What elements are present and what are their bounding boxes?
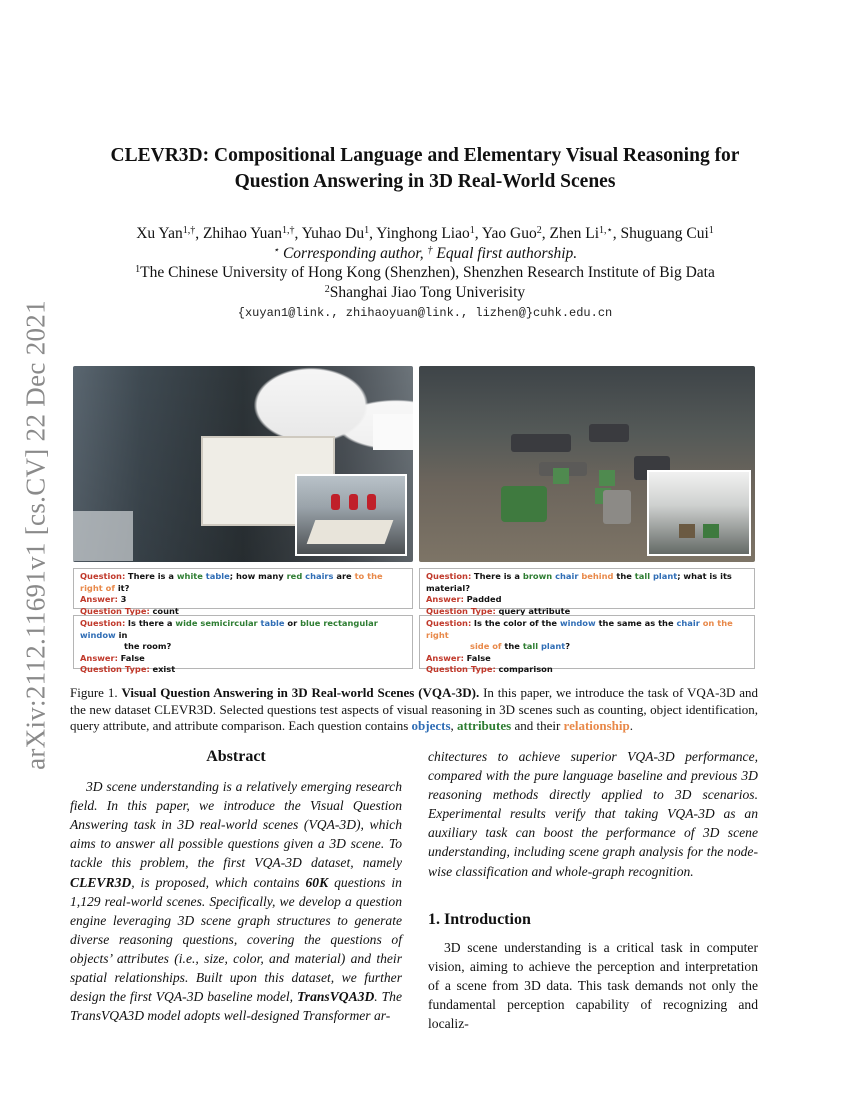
author-affiliation-mark: 1 (708, 225, 714, 236)
window-region (373, 414, 413, 450)
caption-separator: , (450, 718, 458, 733)
author-affiliation-mark: 1,† (282, 225, 295, 236)
question-line (426, 618, 748, 641)
scene-image-top-down (73, 366, 413, 562)
question-label: Question: (426, 618, 472, 628)
scene-inset-photo (295, 474, 407, 556)
caption-attributes: attributes (457, 718, 512, 733)
author-emails: {xuyan1@link., zhihaoyuan@link., lizhen@}cuhk.edu.cn (237, 306, 613, 320)
question-line (80, 618, 406, 641)
author-name: , Yinghong Liao (369, 225, 470, 242)
caption-text: In this paper, we introduce the task of VQA-3D and the new dataset CLEVR3D. Selected questions test aspects of visual reasoning in 3D scenes such as counting, object identification, query attribute, and attribute comparison. Each question contains (70, 685, 758, 733)
caption-end: . (629, 718, 633, 733)
scene-inset-photo (647, 470, 751, 556)
scene-image-lounge (419, 366, 755, 562)
question-count: 60K (305, 874, 329, 890)
red-chair (367, 494, 376, 510)
brown-chair (703, 524, 719, 538)
affiliation-text: The Chinese University of Hong Kong (Shenzhen), Shenzhen Research Institute of Big Data (140, 264, 715, 281)
question-text: Is there a wide semicircular table or blue rectangular window in (80, 618, 378, 640)
answer-label: Answer: (80, 594, 118, 604)
answer-line (80, 594, 406, 606)
qa-box-comparison (419, 615, 755, 674)
answer-line (80, 653, 406, 665)
abstract-body: 3D scene understanding is a relatively emerging research field. In this paper, we introduce the Visual Question Answering task in 3D real-world scenes (VQA-3D), which aims to answer all possible questions given a 3D scene. To tackle this problem, the first VQA-3D dataset, namely CLEVR3D, is proposed, which contains 60K questions in 1,129 real-world scenes. Specifically, we develop a question engine leveraging 3D scene graph structures to generate diverse reasoning questions, covering the questions of objects’ attributes (i.e., size, color, and material) and their spatial relationships. Built upon this dataset, we further design the first VQA-3D baseline model, TransVQA3D. The TransVQA3D model adopts well-designed Transformer ar- (70, 779, 402, 1024)
qa-box-exist (73, 615, 413, 674)
red-chair (349, 494, 358, 510)
left-column (70, 747, 402, 1025)
sofa (603, 490, 631, 524)
answer-value: False (466, 652, 491, 663)
caption-title: Visual Question Answering in 3D Real-world Scenes (VQA-3D). (121, 685, 480, 700)
affiliation-mark: 2 (324, 283, 330, 295)
qa-box-count (73, 568, 413, 616)
sofa (511, 434, 571, 452)
type-label: Question Type: (80, 605, 150, 616)
caption-objects: objects (411, 718, 451, 733)
type-value: count (152, 605, 179, 616)
answer-value: 3 (120, 594, 127, 604)
author-name: , Zhen Li (541, 225, 599, 242)
corresponding-note: Corresponding author, (279, 244, 428, 262)
answer-label: Answer: (426, 652, 464, 663)
sofa (589, 424, 629, 442)
author-affiliation-mark: 1 (364, 225, 370, 236)
question-text: There is a brown chair behind the tall plant; what is its material? (426, 571, 732, 593)
affiliation-2 (60, 283, 790, 303)
type-label: Question Type: (80, 664, 150, 674)
author-notes (60, 244, 790, 264)
answer-value: False (120, 652, 145, 663)
green-chair (501, 486, 547, 522)
figure-caption (70, 685, 758, 735)
floor-patch (73, 511, 133, 561)
type-label: Question Type: (426, 664, 496, 674)
abstract-heading: Abstract (206, 748, 266, 765)
model-name: TransVQA3D (296, 989, 375, 1005)
right-column (428, 747, 758, 1033)
type-value: comparison (498, 664, 553, 674)
author-affiliation-mark: 1,† (182, 225, 196, 236)
answer-label: Answer: (80, 652, 118, 663)
caption-relationship: relationship (563, 718, 630, 733)
answer-line (426, 653, 748, 665)
type-value: exist (152, 664, 176, 674)
author-name: , Zhihao Yuan (195, 225, 283, 242)
affiliation-mark: 1 (135, 264, 141, 275)
equal-mark: † (427, 244, 433, 256)
caption-figure-number: Figure 1. (70, 685, 122, 700)
type-line (426, 664, 748, 676)
author-affiliation-mark: 1,⋆ (599, 225, 613, 236)
qa-box-query-attribute (419, 568, 755, 616)
author-affiliation-mark: 2 (536, 225, 542, 236)
introduction-heading: 1. Introduction (428, 910, 531, 928)
brown-chair (679, 524, 695, 538)
title-line-1: CLEVR3D: Compositional Language and Elementary Visual Reasoning for (110, 145, 740, 166)
question-continuation: the room? (124, 641, 172, 651)
caption-separator: and their (511, 718, 564, 733)
affiliation-text: Shanghai Jiao Tong Univerisity (329, 283, 526, 301)
author-name: , Yao Guo (474, 225, 537, 242)
green-cube (599, 470, 615, 486)
author-name: Xu Yan (136, 225, 183, 242)
author-list (60, 224, 790, 244)
question-line (80, 571, 406, 594)
equal-note: Equal first authorship. (432, 244, 578, 262)
type-label: Question Type: (426, 605, 496, 616)
green-cube (553, 468, 569, 484)
type-line (80, 664, 406, 676)
author-affiliation-mark: 1 (469, 225, 475, 236)
answer-value: Padded (466, 594, 502, 604)
corresponding-mark: ⋆ (272, 244, 280, 256)
affiliation-1 (60, 263, 790, 283)
white-table (307, 520, 394, 544)
arxiv-identifier: arXiv:2112.11691v1 [cs.CV] 22 Dec 2021 (20, 300, 51, 770)
question-continuation: side of the tall plant? (470, 641, 571, 651)
author-block (60, 224, 790, 302)
question-label: Question: (80, 571, 126, 581)
dataset-name: CLEVR3D (70, 874, 132, 890)
answer-line (426, 594, 748, 606)
abstract-continuation: chitectures to achieve superior VQA-3D performance, compared with the pure language baseline and previous 3D reasoning methods directly applied to 3D scenarios. Experimental results verify that taking VQA-3D as an auxiliary task can boost the performance of 3D scene understanding, including scene graph analysis for the node-wise classification and whole-graph recognition. (428, 749, 758, 879)
question-text: There is a white table; how many red chairs are to the right of it? (80, 571, 383, 593)
question-label: Question: (80, 618, 126, 628)
introduction-body: 3D scene understanding is a critical task in computer vision, aiming to achieve the perception and interpretation of a scene from 3D data. This task demands not only the fundamental perception capability of recognizing and localiz- (428, 939, 758, 1032)
question-text: Is the color of the window the same as the chair on the right (426, 618, 733, 640)
title-line-2: Question Answering in 3D Real-World Scenes (234, 171, 616, 192)
author-name: , Yuhao Du (294, 225, 365, 242)
question-label: Question: (426, 571, 472, 581)
paper-title (60, 143, 790, 195)
author-name: , Shuguang Cui (612, 225, 709, 242)
type-value: query attribute (498, 605, 571, 616)
question-line (426, 571, 748, 594)
answer-label: Answer: (426, 594, 464, 604)
red-chair (331, 494, 340, 510)
